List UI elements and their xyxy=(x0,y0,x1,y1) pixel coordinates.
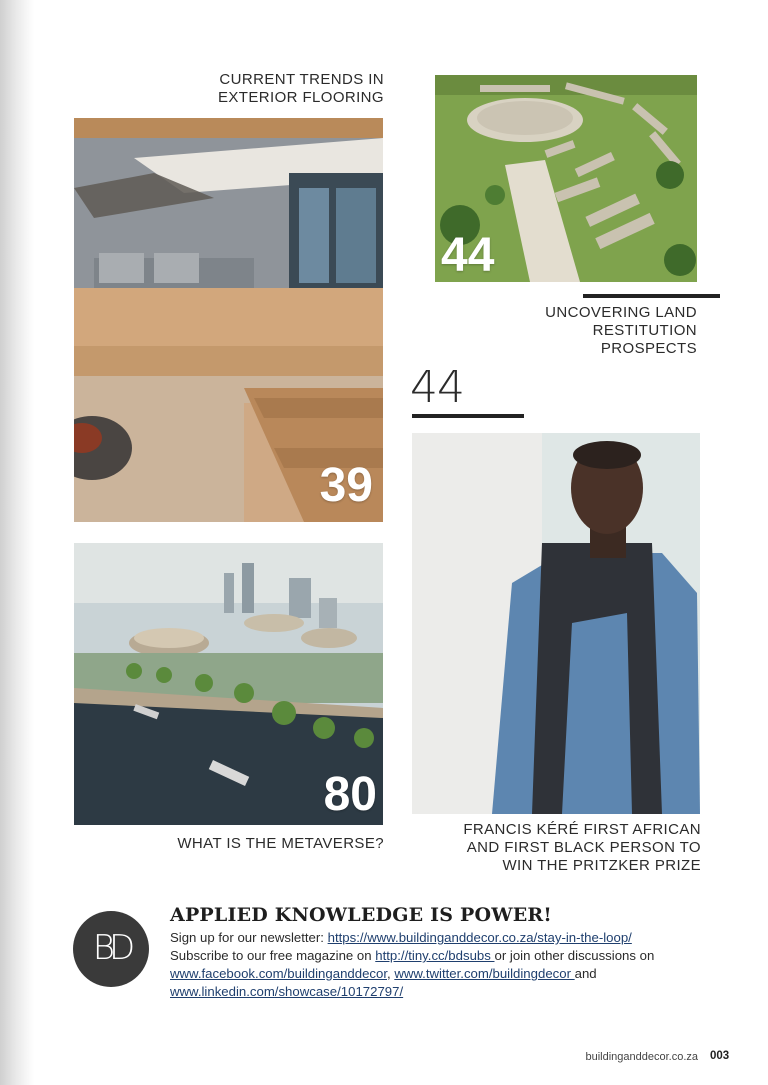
subscribe-link[interactable]: http://tiny.cc/bdsubs xyxy=(375,948,495,963)
land-caption-line-3: PROSPECTS xyxy=(600,340,697,357)
pritzker-caption[interactable] xyxy=(463,821,701,875)
subscribe-text: Subscribe to our free magazine on xyxy=(170,948,376,963)
newsletter-text: Sign up for our newsletter: xyxy=(170,930,328,945)
newsletter-link[interactable]: https://www.buildinganddecor.co.za/stay-in-the-loop/ xyxy=(327,930,632,945)
portrait-image xyxy=(412,433,700,814)
land-divider xyxy=(583,294,720,298)
page-binding-shadow xyxy=(0,0,34,1085)
metaverse-photo[interactable] xyxy=(74,543,383,825)
promo-title: APPLIED KNOWLEDGE IS POWER! xyxy=(170,904,552,926)
metaverse-caption-line-1: WHAT IS THE METAVERSE? xyxy=(177,835,384,852)
land-caption-line-1: UNCOVERING LAND xyxy=(545,304,697,321)
bd-logo-mark xyxy=(73,911,149,987)
flooring-page-number: 39 xyxy=(319,459,373,512)
subscribe-tail: or join other discussions on xyxy=(494,948,655,963)
pritzker-caption-line-2: AND FIRST BLACK PERSON TO xyxy=(466,839,701,856)
flooring-caption[interactable] xyxy=(218,71,384,107)
subscribe-line xyxy=(170,947,730,965)
pritzker-divider xyxy=(412,414,524,418)
metaverse-caption[interactable] xyxy=(177,835,384,853)
flooring-caption-line-2: EXTERIOR FLOORING xyxy=(218,89,384,106)
promo-body xyxy=(170,929,730,1001)
facebook-link[interactable]: www.facebook.com/buildinganddecor xyxy=(170,966,387,981)
newsletter-line xyxy=(170,929,730,947)
footer-site[interactable]: buildinganddecor.co.za xyxy=(585,1051,698,1063)
linkedin-link[interactable]: www.linkedin.com/showcase/10172797/ xyxy=(170,984,404,999)
social-tail: and xyxy=(574,966,597,981)
bd-logo-text: BD xyxy=(92,928,130,968)
flooring-caption-line-1: CURRENT TRENDS IN xyxy=(219,71,384,88)
land-caption-line-2: RESTITUTION xyxy=(592,322,697,339)
land-page-number: 44 xyxy=(441,229,495,282)
pritzker-photo[interactable] xyxy=(412,433,700,814)
social-line xyxy=(170,965,730,983)
land-photo[interactable] xyxy=(435,75,697,282)
pritzker-caption-line-3: WIN THE PRITZKER PRIZE xyxy=(502,857,701,874)
bd-logo xyxy=(73,911,149,987)
land-caption[interactable] xyxy=(545,304,697,358)
pritzker-caption-line-1: FRANCIS KÉRÉ FIRST AFRICAN xyxy=(463,821,701,838)
metaverse-page-number: 80 xyxy=(323,768,377,821)
footer-page-number: 003 xyxy=(710,1050,730,1062)
flooring-photo[interactable] xyxy=(74,118,383,522)
twitter-link[interactable]: www.twitter.com/buildingdecor xyxy=(394,966,575,981)
linkedin-line xyxy=(170,983,730,1001)
social-separator: , xyxy=(387,966,395,981)
pritzker-page-number: 44 xyxy=(410,362,464,413)
